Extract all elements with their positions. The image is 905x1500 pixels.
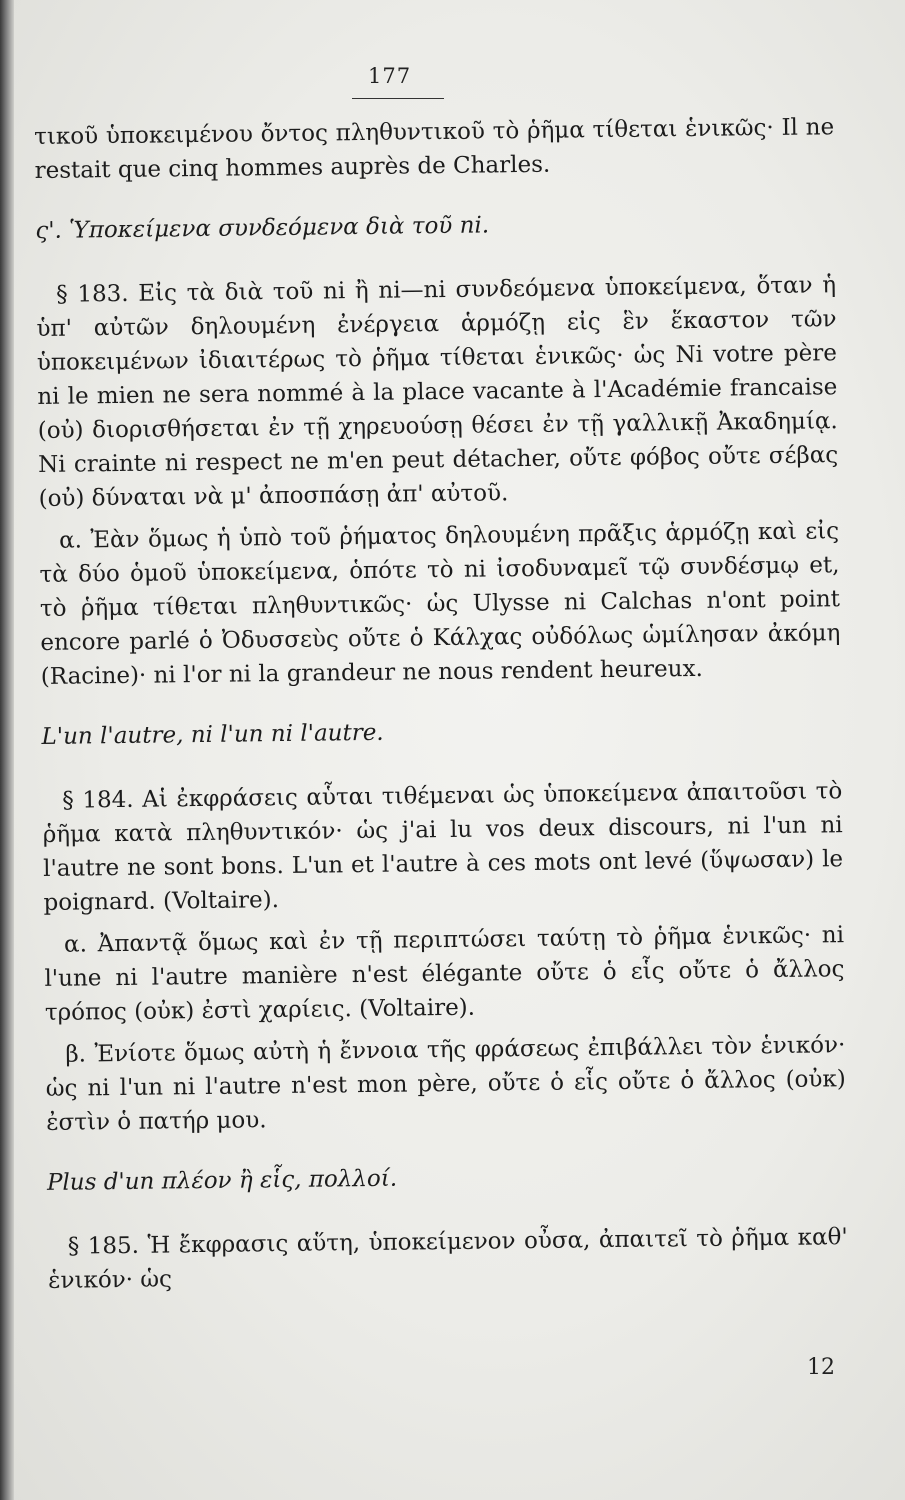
page-number: 177 [368, 64, 412, 88]
paragraph-continuation: τικοῦ ὑποκειμένου ὄντος πληθυντικοῦ τὸ ῥῆμα τίθεται ἑνικῶς· Il ne restait que cinq hommes auprès de Charles. [34, 114, 835, 184]
paragraph-183: § 183. Εἰς τὰ διὰ τοῦ ni ἢ ni—ni συνδεόμενα ὑποκείμενα, ὅταν ἡ ὑπ' αὐτῶν δηλουμένη ἐνέργεια ἁρμόζῃ εἰς ἓν ἕκαστον τῶν ὑποκειμένων ἰδιαιτέρως τὸ ῥῆμα τίθεται ἑνικῶς· ὡς Ni votre père ni le mien ne sera nommé à la place vacante à l'Académie francaise (οὐ) διορισθήσεται ἐν τῇ χηρευούσῃ θέσει ἐν τῇ γαλλικῇ Ἀκαδημίᾳ. Ni crainte ni respect ne m'en peut détacher, οὔτε φόβος οὔτε σέβας (οὐ) δύναται νὰ μ' ἀποσπάσῃ ἀπ' αὐτοῦ. [36, 272, 839, 512]
signature-mark: 12 [807, 1355, 835, 1380]
section-heading-lun-lautre: L'un l'autre, ni l'un ni l'autre. [41, 719, 384, 750]
paragraph-185: § 185. Ἡ ἔκφρασις αὕτη, ὑποκείμενον οὖσα, ἀπαιτεῖ τὸ ῥῆμα καθ' ἑνικόν· ὡς [48, 1224, 848, 1294]
binding-edge [0, 0, 14, 1500]
paragraph-184: § 184. Αἱ ἐκφράσεις αὗται τιθέμεναι ὡς ὑποκείμενα ἀπαιτοῦσι τὸ ῥῆμα κατὰ πληθυντικόν· ὡς j'ai lu vos deux discours, ni l'un ni l'autre ne sont bons. L'un et l'autre à ces mots ont levé (ὕψωσαν) le poignard. (Voltaire). [42, 778, 844, 916]
paragraph-183-a: α. Ἐὰν ὅμως ἡ ὑπὸ τοῦ ῥήματος δηλουμένη πρᾶξις ἁρμόζῃ καὶ εἰς τὰ δύο ὁμοῦ ὑποκείμενα, ὁπότε τὸ ni ἰσοδυναμεῖ τῷ συνδέσμῳ et, τὸ ῥῆμα τίθεται πληθυντικῶς· ὡς Ulysse ni Calchas n'ont point encore parlé ὁ Ὀδυσσεὺς οὔτε ὁ Κάλχας οὐδόλως ὡμίλησαν ἀκόμη (Racine)· ni l'or ni la grandeur ne nous rendent heureux. [39, 518, 841, 690]
section-heading-ni: ς'. Ὑποκείμενα συνδεόμενα διὰ τοῦ ni. [35, 212, 490, 244]
body-text [34, 110, 848, 1306]
page-number-rule [352, 98, 444, 99]
section-heading-plus-dun: Plus d'un πλέον ἢ εἷς, πολλοί. [46, 1165, 398, 1196]
paragraph-184-a: α. Ἀπαντᾷ ὅμως καὶ ἐν τῇ περιπτώσει ταύτῃ τὸ ῥῆμα ἑνικῶς· ni l'une ni l'autre manière n'est élégante οὔτε ὁ εἷς οὔτε ὁ ἄλλος τρόπος (οὐκ) ἐστὶ χαρίεις. (Voltaire). [44, 922, 845, 1026]
paragraph-184-b: β. Ἐνίοτε ὅμως αὐτὴ ἡ ἔννοια τῆς φράσεως ἐπιβάλλει τὸν ἑνικόν· ὡς ni l'un ni l'autre n'est mon père, οὔτε ὁ εἷς οὔτε ὁ ἄλλος (οὐκ) ἐστὶν ὁ πατήρ μου. [45, 1032, 846, 1136]
